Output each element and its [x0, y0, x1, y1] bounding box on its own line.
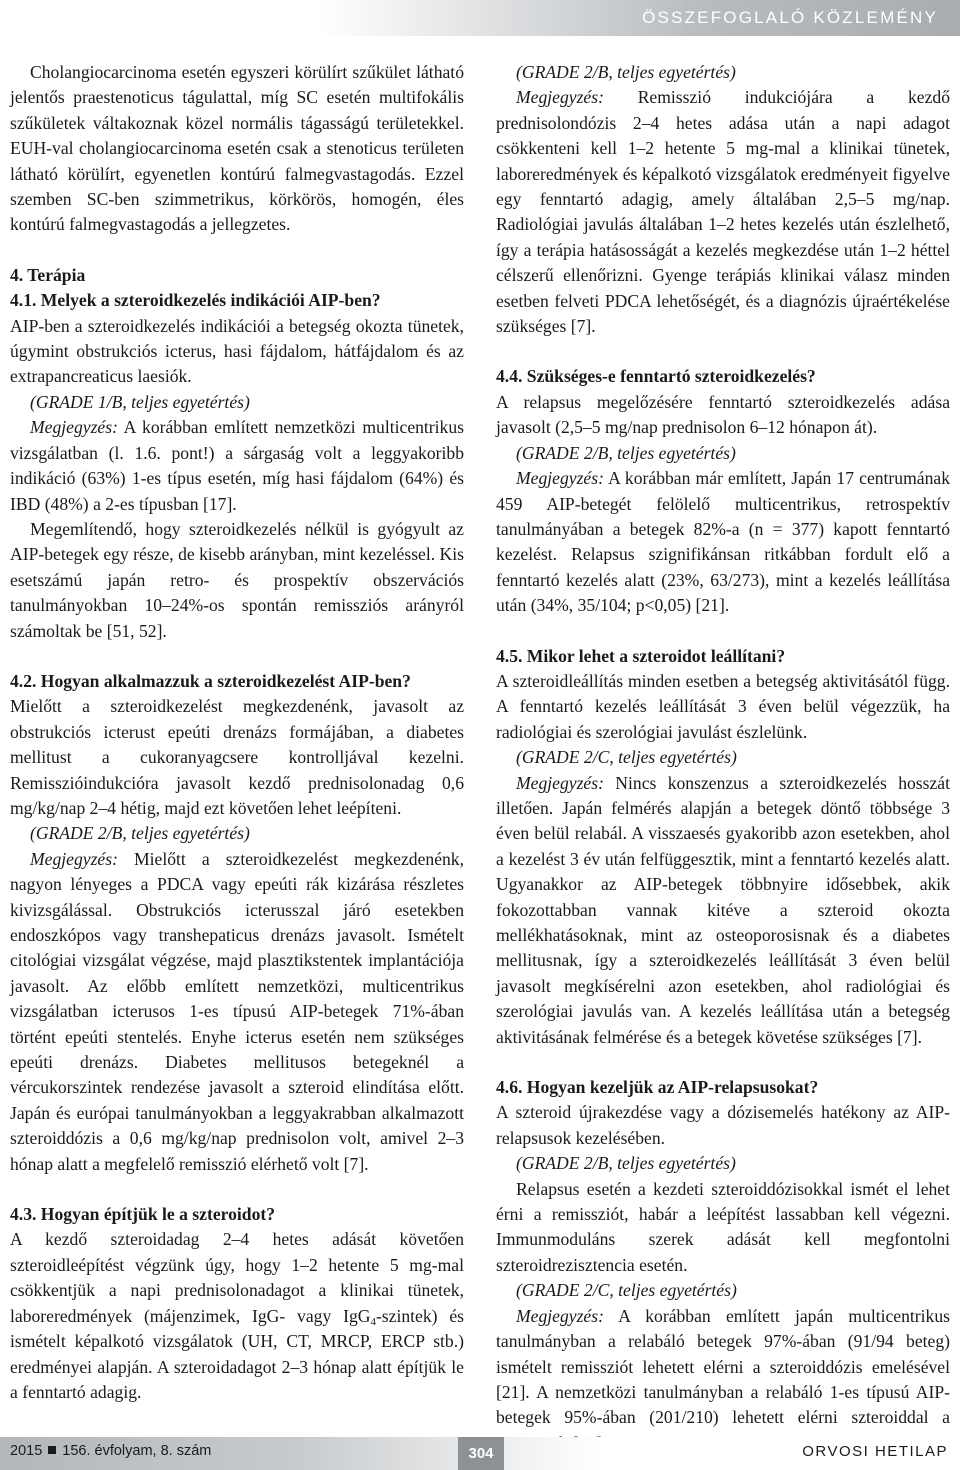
note-label: Megjegyzés:	[30, 848, 118, 869]
paragraph-4-5: A szteroidleállítás minden esetben a betegség aktivitásától függ. A fenntartó kezelés leállítását 3 éven belül végezzük, ha radiológiai és szerológiai javulást észlelünk.	[496, 670, 950, 742]
grade-4-1: (GRADE 1/B, teljes egyetértés)	[30, 391, 250, 412]
journal-name: ORVOSI HETILAP	[802, 1443, 948, 1460]
right-column	[496, 60, 950, 1456]
note-4-5	[496, 771, 950, 1050]
grade-4-6: (GRADE 2/B, teljes egyetértés)	[516, 1153, 736, 1174]
footer-issue: 156. évfolyam, 8. szám	[62, 1443, 212, 1459]
paragraph-4-3-part-b: -szintek) és ismételt képalkotó vizsgálatok (UH, CT, MRCP, ERCP stb.) eredményei alapján. A szteroidadagot 2–3 hónap alatt építjük le a fenntartó adagig.	[10, 1305, 464, 1402]
note-4-2	[10, 847, 464, 1177]
note-4-3-text: Remisszió indukciójára a kezdő prednisolondózis 2–4 hetes adása után a napi adagot csökkenteni kell 1–2 hetente 5 mg-mal a klinikai tünetek, laboreredmények és képalkotó vizsgálatok eredményeit figyelve egy fenntartó adagig, amely általában 2,5–5 mg/nap. Radiológiai javulás általában 1–2 hetes kezelés után észlelhető, így a terápia hatásosságát a kezelés megkezdése után 1–2 héttel célszerű ellenőrizni. Gyenge terápiás klinikai válasz minden esetben felveti PDCA lehetőségét, és a diagnózis újraértékelése szükséges [7].	[496, 87, 950, 337]
grade-4-4: (GRADE 2/B, teljes egyetértés)	[516, 442, 736, 463]
paragraph-4-2: Mielőtt a szteroidkezelést megkezdenénk, javasolt az obstrukciós icterust epeúti drenázs formájában, a diabetes mellitust a cukoranyagcsere kontrolljával kezelni. Remisszióindukcióra javasolt kezdő prednisolonadag 0,6 mg/kg/nap 2–4 hétig, majd ezt követően lehet leépíteni.	[10, 696, 464, 818]
heading-4-6: 4.6. Hogyan kezeljük az AIP-relapsusokat?	[496, 1077, 819, 1098]
heading-therapy: 4. Terápia	[10, 264, 86, 285]
paragraph-4-4: A relapsus megelőzésére fenntartó szteroidkezelés adása javasolt (2,5–5 mg/nap prednisolon 6–12 hónapon át).	[496, 391, 950, 438]
grade-4-6-b: (GRADE 2/C, teljes egyetértés)	[516, 1280, 737, 1301]
heading-4-1: 4.1. Melyek a szteroidkezelés indikációi AIP-ben?	[10, 290, 381, 311]
square-bullet-icon	[48, 1446, 56, 1454]
paragraph-4-1-b: Megemlítendő, hogy szteroidkezelés nélkül is gyógyult az AIP-betegek egy része, de kisebb arányban, mint kezeléssel. Kis esetszámú japán retro- és prospektív obszervációs tanulmányokban 10–24%-os spontán remissziós arányról számoltak be [51, 52].	[10, 518, 464, 641]
footer-year: 2015	[10, 1443, 43, 1459]
heading-4-2: 4.2. Hogyan alkalmazzuk a szteroidkezelést AIP-ben?	[10, 670, 411, 691]
footer-issue-info	[10, 1443, 211, 1459]
paragraph-4-3	[10, 1227, 464, 1405]
section-title: ÖSSZEFOGLALÓ KÖZLEMÉNY	[642, 8, 938, 27]
note-4-1	[10, 415, 464, 517]
paragraph-intro: Cholangiocarcinoma esetén egyszeri körülírt szűkület látható jelentős praestenoticus tágulattal, míg SC esetén multifokális szűkületek váltakoznak közel normális tágasságú területekkel. EUH-val cholangiocarcinoma esetén csak a stenoticus területen látható körülírt, egyenetlen kontúrú falmegvastagodás. Ezzel szemben SC-ben szimmetrikus, körkörös, homogén, éles kontúrú falmegvastagodás a jellegzetes.	[10, 62, 464, 235]
grade-4-3: (GRADE 2/B, teljes egyetértés)	[516, 62, 736, 82]
note-4-1-text: A korábban említett nemzetközi multicentrikus vizsgálatban (l. 1.6. pont!) a sárgaság volt a leggyakoribb indikáció (63%) 1-es típus esetén, míg hasi fájdalom (64%) és IBD (48%) a 2-es típusban [17].	[10, 417, 464, 514]
heading-4-5: 4.5. Mikor lehet a szteroidot leállítani?	[496, 645, 786, 666]
note-4-4-text: A korábban már említett, Japán 17 centrumának 459 AIP-betegét felölelő multicentrikus, retrospektív tanulmányában a betegek 82%-a (n = 377) kapott fenntartó kezelést. Relapsus szignifikánsan ritkábban fordult elő a fenntartó kezelés alatt (23%, 63/273), mint a kezelés leállítása után (34%, 35/104; p<0,05) [21].	[496, 468, 950, 616]
paragraph-4-3-part-a: A kezdő szteroidadag 2–4 hetes adását követően szteroidleépítést végzünk úgy, hogy 1–2 hetente 5 mg-mal csökkentjük a napi prednisolonadagot a klinikai tünetek, laboreredmények (májenzimek, IgG- vagy IgG	[10, 1229, 464, 1326]
note-label: Megjegyzés:	[516, 772, 604, 793]
note-label: Megjegyzés:	[516, 1305, 604, 1326]
paragraph-4-6: A szteroid újrakezdése vagy a dózisemelés hatékony az AIP-relapsusok kezelésében.	[496, 1102, 950, 1148]
note-4-4	[496, 466, 950, 618]
paragraph-4-1: AIP-ben a szteroidkezelés indikációi a betegség okozta tünetek, úgymint obstrukciós icterus, hasi fájdalom, hátfájdalom és az extrapancreaticus laesiók.	[10, 315, 464, 387]
paragraph-4-6-b: Relapsus esetén a kezdeti szteroiddózisokkal ismét el lehet érni a remissziót, habár a leépítést lassabban kell végezni. Immunmoduláns szerek adását kell megfontolni szteroidrezisztencia esetén.	[496, 1178, 950, 1275]
note-label: Megjegyzés:	[30, 417, 118, 438]
note-label: Megjegyzés:	[516, 87, 604, 108]
note-4-5-text: Nincs konszenzus a szteroidkezelés hosszát illetően. Japán felmérés alapján a betegek döntő többsége 3 éven belül relabál. A visszaesés gyakoribb azon esetekben, ahol a kezelést 3 év után felfüggesztik, mint a fenntartó kezelés alatt. Ugyanakkor az AIP-betegek többnyire idősebbek, akik fokozottabban vannak kitéve a szteroid okozta mellékhatásoknak, mint az osteoporosisnak és a diabetes mellitusnak, így a szteroidkezelés leállítását 3 éven belül javasolt megkísérelni azon esetekben, ahol radiológiai és szerológiai javulás van. A kezelés leállítása után a betegség aktivitásának felmérése és a betegek követése szükséges [7].	[496, 772, 950, 1047]
grade-4-2: (GRADE 2/B, teljes egyetértés)	[30, 823, 250, 844]
note-4-2-text: Mielőtt a szteroidkezelést megkezdenénk, nagyon lényeges a PDCA vagy epeúti rák kizárása részletes kivizsgálással. Obstrukciós icterusszal járó esetekben endoszkópos vagy transhepaticus drenázs javasolt. Ismételt citológiai vizsgálat végzése, majd plasztikstentek implantációja javasolt. Az előbb említett nemzetközi, multicentrikus vizsgálatban icterusos 1-es típusú AIP-betegek 71%-ában történt epeúti stentelés. Enyhe icterus esetén nem szükséges epeúti drenázs. Diabetes mellitusos betegeknél a vércukorszintek rendezése javasolt a szteroid elindítása előtt. Japán és európai tanulmányokban a leggyakrabban alkalmazott szteroiddózis a 0,6 mg/kg/nap prednisolon volt, amivel 2–3 hónap alatt a megfelelő remisszió elérhető volt [7].	[10, 848, 464, 1174]
page-number: 304	[458, 1437, 504, 1470]
note-4-6	[496, 1304, 950, 1456]
note-label: Megjegyzés:	[516, 468, 604, 489]
note-4-3	[496, 85, 950, 339]
note-4-6-text: A korábban említett japán multicentrikus tanulmányban a relabáló betegek 97%-ában (91/94 beteg) ismételt remissziót lehetett elérni a szteroiddózis emelésével [21]. A nemzetközi tanulmányban a relabáló 1-es típusú AIP-betegek 95%-ában (201/210) lehetett elérni szteroiddal a	[496, 1305, 950, 1428]
igg-subscript: 4	[370, 1315, 376, 1328]
grade-4-5: (GRADE 2/C, teljes egyetértés)	[516, 747, 737, 768]
heading-4-4: 4.4. Szükséges-e fenntartó szteroidkezelés?	[496, 366, 816, 387]
left-column	[10, 60, 464, 1405]
heading-4-3: 4.3. Hogyan építjük le a szteroidot?	[10, 1204, 276, 1225]
